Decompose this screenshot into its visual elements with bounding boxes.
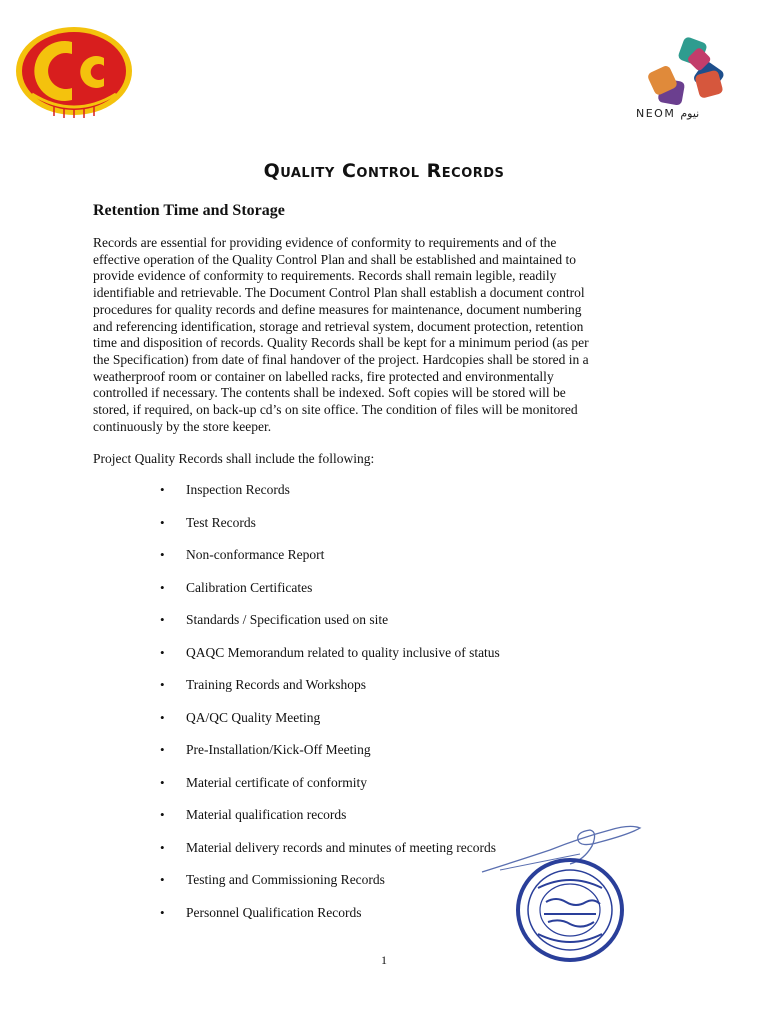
- list-item: [160, 547, 500, 580]
- list-item-label: QAQC Memorandum related to quality inclusive of status: [186, 644, 500, 660]
- bullet-icon: •: [160, 677, 165, 692]
- list-item: [160, 482, 500, 515]
- paragraph-line: time and disposition of records. Quality Records shall be kept for a minimum period (as per: [93, 335, 589, 351]
- bullet-icon: •: [160, 709, 165, 725]
- paragraph-line: continuously by the store keeper.: [93, 418, 272, 434]
- paragraph-line: stored, if required, on back-up cd’s on site office. The condition of files will be monitored: [93, 402, 578, 418]
- bullet-icon: •: [160, 612, 165, 627]
- list-item: [160, 840, 500, 873]
- list-item: [160, 677, 500, 710]
- list-item: [160, 580, 500, 613]
- bullet-icon: •: [160, 547, 165, 562]
- list-item-label: Test Records: [186, 514, 256, 530]
- list-item-label: Material delivery records and minutes of meeting records: [186, 839, 497, 855]
- paragraph-line: the Specification) from date of final handover of the project. Hardcopies shall be stored in a: [93, 351, 589, 367]
- bullet-icon: •: [160, 774, 165, 790]
- list-item-label: QA/QC Quality Meeting: [186, 709, 321, 725]
- list-item-label: Pre-Installation/Kick-Off Meeting: [186, 742, 371, 757]
- list-item-label: Testing and Commissioning Records: [186, 872, 385, 887]
- list-item-label: Personnel Qualification Records: [186, 904, 362, 920]
- company-logo-icon: [14, 24, 134, 118]
- list-item: [160, 807, 500, 840]
- section-heading: Retention Time and Storage: [93, 202, 285, 219]
- bullet-icon: •: [160, 644, 165, 660]
- list-item: [160, 905, 500, 938]
- paragraph-line: procedures for quality records and define measures for maintenance, document numbering: [93, 301, 582, 317]
- bullet-icon: •: [160, 579, 165, 595]
- document-title: Quality Control Records: [263, 160, 505, 182]
- list-item-label: Training Records and Workshops: [186, 677, 367, 692]
- list-item: [160, 872, 500, 905]
- list-item-label: Material qualification records: [186, 807, 347, 822]
- list-item-label: Material certificate of conformity: [186, 774, 368, 790]
- paragraph-line: controlled if necessary. The contents shall be indexed. Soft copies will be stored will be: [93, 385, 566, 401]
- list-item-label: Inspection Records: [186, 482, 290, 497]
- list-item: [160, 710, 500, 743]
- paragraph-line: identifiable and retrievable. The Document Control Plan shall establish a document control: [93, 285, 585, 301]
- paragraph-line: Records are essential for providing evidence of conformity to requirements and of the: [93, 235, 557, 250]
- paragraph-line: weatherproof room or container on labelled racks, fire protected and environmentally: [93, 368, 554, 384]
- list-item: [160, 775, 500, 808]
- list-item-label: Standards / Specification used on site: [186, 612, 389, 627]
- paragraph-line: and referencing identification, storage and retrieval system, document protection, retention: [93, 318, 584, 334]
- company-stamp-icon: [516, 858, 624, 962]
- records-list: [160, 482, 500, 937]
- neom-logo-label: NEOM نيوم: [636, 107, 700, 120]
- list-intro: Project Quality Records shall include the following:: [93, 451, 375, 466]
- list-item-label: Calibration Certificates: [186, 579, 313, 595]
- bullet-icon: •: [160, 839, 165, 855]
- list-item: [160, 515, 500, 548]
- bullet-icon: •: [160, 807, 165, 822]
- bullet-icon: •: [160, 482, 165, 497]
- paragraph-line: effective operation of the Quality Control Plan and shall be established and maintained to: [93, 251, 576, 267]
- paragraph-line: provide evidence of conformity to requirements. Records shall remain legible, readily: [93, 268, 557, 284]
- list-item: [160, 742, 500, 775]
- body-paragraph: [93, 235, 673, 435]
- bullet-icon: •: [160, 904, 165, 920]
- bullet-icon: •: [160, 742, 165, 757]
- list-item: [160, 612, 500, 645]
- bullet-icon: •: [160, 872, 165, 887]
- page-number: 1: [381, 953, 387, 967]
- bullet-icon: •: [160, 514, 165, 530]
- list-item: [160, 645, 500, 678]
- list-item-label: Non-conformance Report: [186, 547, 325, 562]
